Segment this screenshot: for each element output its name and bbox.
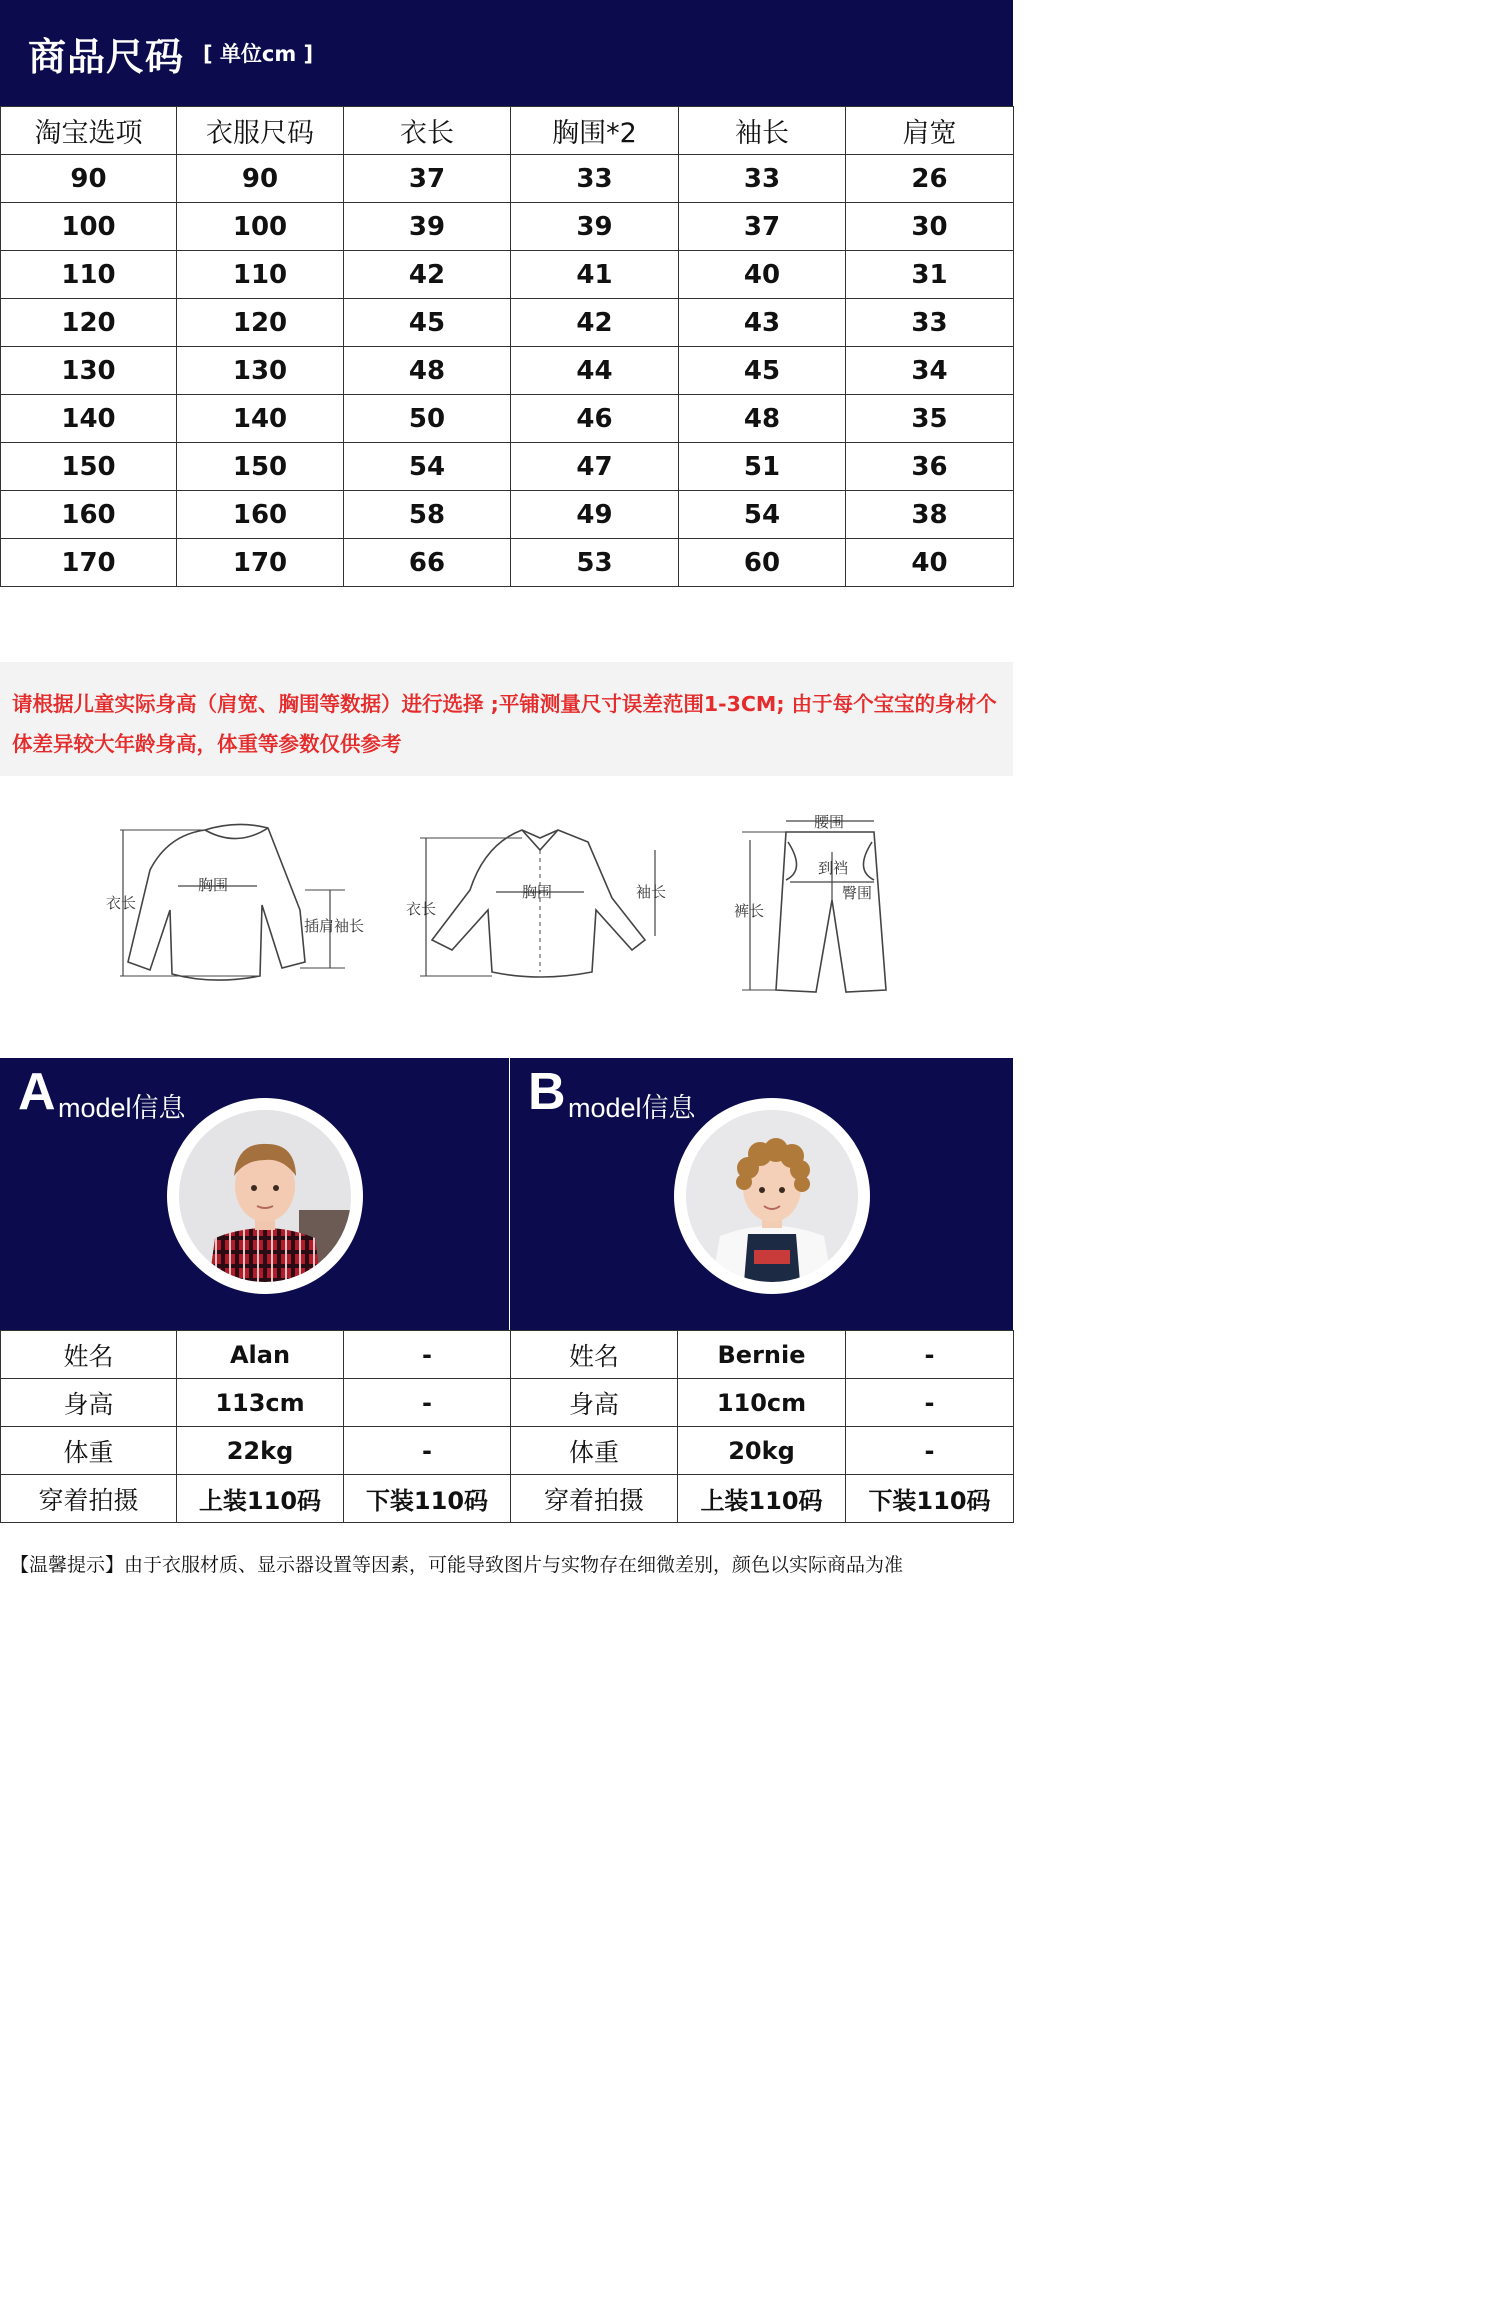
measurement-diagrams-svg: [0, 790, 1013, 1010]
table-row: [1, 443, 1014, 491]
table-cell: 170: [177, 539, 344, 587]
table-cell: 160: [1, 491, 177, 539]
model-b-weight-extra: -: [846, 1427, 1014, 1475]
table-row: [1, 1331, 1014, 1379]
table-cell: 51: [679, 443, 846, 491]
measurement-diagrams: [0, 790, 1013, 1010]
warm-tip-text: 【温馨提示】由于衣服材质、显示器设置等因素，可能导致图片与实物存在细微差别，颜色以实际商品为准: [10, 1554, 904, 1576]
size-table: [0, 106, 1014, 587]
table-cell: 60: [679, 539, 846, 587]
sweater-chest-label: 胸围: [198, 876, 229, 894]
table-cell: 33: [846, 299, 1014, 347]
table-cell: 170: [1, 539, 177, 587]
table-cell: 36: [846, 443, 1014, 491]
model-a-weight-label: 体重: [1, 1427, 177, 1475]
model-b-name-label: 姓名: [511, 1331, 678, 1379]
col-header-garment-size: 衣服尺码: [177, 107, 344, 155]
col-header-taobao-option: 淘宝选项: [1, 107, 177, 155]
table-cell: 39: [511, 203, 679, 251]
table-row: [1, 395, 1014, 443]
table-cell: 100: [177, 203, 344, 251]
col-header-length: 衣长: [344, 107, 511, 155]
table-cell: 50: [344, 395, 511, 443]
pants-waist-label: 腰围: [814, 813, 845, 831]
table-cell: 110: [1, 251, 177, 299]
table-cell: 26: [846, 155, 1014, 203]
table-cell: 49: [511, 491, 679, 539]
model-b-label: model信息: [568, 1093, 696, 1123]
model-a-height-label: 身高: [1, 1379, 177, 1427]
table-cell: 120: [177, 299, 344, 347]
table-cell: 40: [679, 251, 846, 299]
sweater-diagram-icon: [120, 824, 345, 980]
table-cell: 39: [344, 203, 511, 251]
table-cell: 45: [679, 347, 846, 395]
sweater-length-label: 衣长: [106, 894, 137, 912]
table-cell: 31: [846, 251, 1014, 299]
size-notice-text: 请根据儿童实际身高（肩宽、胸围等数据）进行选择 ;平铺测量尺寸误差范围1-3CM; 由于每个宝宝的身材个体差异较大年龄身高，体重等参数仅供参考: [12, 692, 997, 756]
model-info-table: [0, 1330, 1014, 1523]
model-b-height-extra: -: [846, 1379, 1014, 1427]
model-a-panel: [0, 1058, 509, 1330]
size-notice-box: [0, 662, 1013, 776]
col-header-chest: 胸围*2: [511, 107, 679, 155]
shirt-sleeve-label: 袖长: [636, 883, 667, 901]
model-a-height-extra: -: [344, 1379, 511, 1427]
table-row: [1, 491, 1014, 539]
table-row: [1, 251, 1014, 299]
col-header-sleeve: 袖长: [679, 107, 846, 155]
table-cell: 46: [511, 395, 679, 443]
table-cell: 150: [177, 443, 344, 491]
table-cell: 48: [679, 395, 846, 443]
col-header-shoulder: 肩宽: [846, 107, 1014, 155]
table-cell: 53: [511, 539, 679, 587]
model-a-height-value: 113cm: [177, 1379, 344, 1427]
table-cell: 43: [679, 299, 846, 347]
model-a-worn-label: 穿着拍摄: [1, 1475, 177, 1523]
model-a-weight-extra: -: [344, 1427, 511, 1475]
pants-hip-label: 臀围: [842, 884, 873, 902]
table-cell: 130: [177, 347, 344, 395]
model-b-height-value: 110cm: [678, 1379, 846, 1427]
model-a-name-value: Alan: [177, 1331, 344, 1379]
model-b-avatar: [674, 1098, 870, 1294]
model-a-bottom-size: 下装110码: [344, 1475, 511, 1523]
table-row: [1, 155, 1014, 203]
table-cell: 160: [177, 491, 344, 539]
model-a-label: model信息: [58, 1093, 186, 1123]
model-a-name-label: 姓名: [1, 1331, 177, 1379]
pants-length-label: 裤长: [734, 902, 765, 920]
size-header-bar: [0, 0, 1013, 106]
table-cell: 33: [511, 155, 679, 203]
model-a-name-extra: -: [344, 1331, 511, 1379]
sweater-sleeve-label: 插肩袖长: [304, 917, 365, 935]
table-row: [1, 539, 1014, 587]
table-cell: 140: [177, 395, 344, 443]
table-row: [1, 299, 1014, 347]
table-cell: 42: [344, 251, 511, 299]
table-cell: 41: [511, 251, 679, 299]
table-row: [1, 347, 1014, 395]
shirt-chest-label: 胸围: [522, 883, 553, 901]
table-cell: 35: [846, 395, 1014, 443]
table-cell: 40: [846, 539, 1014, 587]
table-cell: 90: [1, 155, 177, 203]
table-row: [1, 1475, 1014, 1523]
model-b-height-label: 身高: [511, 1379, 678, 1427]
size-table-header-row: [1, 107, 1014, 155]
pants-rise-label: 到裆: [818, 859, 849, 877]
model-a-letter: A: [18, 1063, 56, 1121]
table-cell: 37: [344, 155, 511, 203]
table-cell: 140: [1, 395, 177, 443]
model-b-name-value: Bernie: [678, 1331, 846, 1379]
shirt-length-label: 衣长: [406, 900, 437, 918]
model-a-weight-value: 22kg: [177, 1427, 344, 1475]
table-cell: 110: [177, 251, 344, 299]
model-b-top-size: 上装110码: [678, 1475, 846, 1523]
model-a-top-size: 上装110码: [177, 1475, 344, 1523]
boy-red-plaid-shirt-photo-icon: [179, 1110, 351, 1282]
table-cell: 34: [846, 347, 1014, 395]
model-b-weight-label: 体重: [511, 1427, 678, 1475]
table-cell: 54: [679, 491, 846, 539]
model-b-worn-label: 穿着拍摄: [511, 1475, 678, 1523]
model-b-weight-value: 20kg: [678, 1427, 846, 1475]
table-cell: 37: [679, 203, 846, 251]
table-row: [1, 203, 1014, 251]
table-cell: 54: [344, 443, 511, 491]
table-cell: 47: [511, 443, 679, 491]
table-cell: 66: [344, 539, 511, 587]
table-cell: 42: [511, 299, 679, 347]
table-cell: 130: [1, 347, 177, 395]
table-cell: 38: [846, 491, 1014, 539]
size-title: 商品尺码: [28, 35, 185, 79]
model-b-name-extra: -: [846, 1331, 1014, 1379]
model-b-letter: B: [528, 1063, 566, 1121]
table-row: [1, 1379, 1014, 1427]
shirt-diagram-icon: [420, 830, 655, 977]
table-cell: 90: [177, 155, 344, 203]
model-b-bottom-size: 下装110码: [846, 1475, 1014, 1523]
table-cell: 45: [344, 299, 511, 347]
table-cell: 33: [679, 155, 846, 203]
curly-boy-white-hoodie-photo-icon: [686, 1110, 858, 1282]
table-cell: 58: [344, 491, 511, 539]
table-cell: 120: [1, 299, 177, 347]
model-b-panel: [510, 1058, 1013, 1330]
size-unit: [ 单位cm ]: [203, 42, 314, 66]
table-row: [1, 1427, 1014, 1475]
table-cell: 30: [846, 203, 1014, 251]
table-cell: 100: [1, 203, 177, 251]
model-a-avatar: [167, 1098, 363, 1294]
table-cell: 48: [344, 347, 511, 395]
table-cell: 150: [1, 443, 177, 491]
table-cell: 44: [511, 347, 679, 395]
